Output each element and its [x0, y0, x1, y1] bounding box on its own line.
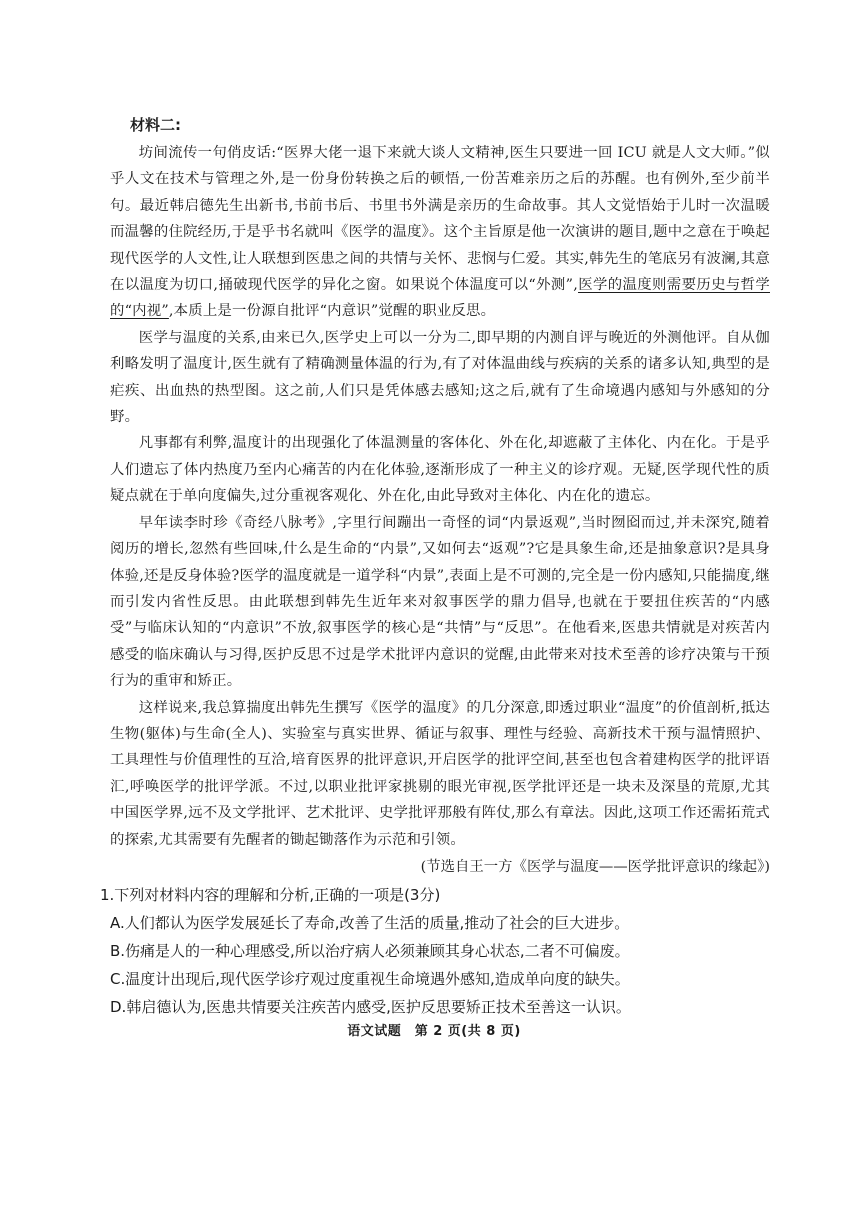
paragraph-1-text-a: 坊间流传一句俏皮话:“医界大佬一退下来就大谈人文精神,医生只要进一回 ICU 就是人文大师。”似乎人文在技术与管理之外,是一份身份转换之后的顿悟,一份苦难亲历之后的苏醒。也有例外,至少前半句。最近韩启德先生出新书,书前书后、书里书外满是亲历的生命故事。其人文觉悟始于儿时一次温暖而温馨的住院经历,于是乎书名就叫《医学的温度》。这个主旨原是他一次演讲的题目,题中之意在于唤起现代医学的人文性,让人联想到医患之间的共情与关怀、悲悯与仁爱。其实,韩先生的笔底另有波澜,其意在以温度为切口,捅破现代医学的异化之窗。如果说个体温度可以“外测”,	[110, 145, 770, 294]
paragraph-3: 凡事都有利弊,温度计的出现强化了体温测量的客体化、外在化,却遮蔽了主体化、内在化。于是乎人们遗忘了体内热度乃至内心痛苦的内在化体验,逐渐形成了一种主义的诊疗观。无疑,医学现代性的质疑点就在于单向度偏失,过分重视客观化、外在化,由此导致对主体化、内在化的遗忘。	[110, 435, 770, 505]
page-footer: 语文试题 第 2 页(共 8 页)	[347, 1024, 521, 1039]
paragraph-4: 早年读李时珍《奇经八脉考》,字里行间蹦出一奇怪的词“内景返观”,当时囫囵而过,并未深究,随着阅历的增长,忽然有些回味,什么是生命的“内景”,又如何去“返观”?它是具象生命,还是抽象意识?是具身体验,还是反身体验?医学的温度就是一道学科“内景”,表面上是不可测的,完全是一份内感知,只能揣度,继而引发内省性反思。由此联想到韩先生近年来对叙事医学的鼎力倡导,也就在于要扭住疾苦的“内感受”与临床认知的“内意识”不放,叙事医学的核心是“共情”与“反思”。在他看来,医患共情就是对疾苦内感受的临床确认与习得,医护反思不过是学术批评内意识的觉醒,由此带来对技术至善的诊疗决策与干预行为的重审和矫正。	[110, 514, 770, 690]
source-citation: (节选自王一方《医学与温度——医学批评意识的缘起》)	[420, 858, 770, 875]
question-option-d: D.韩启德认为,医患共情要关注疾苦内感受,医护反思要矫正技术至善这一认识。	[110, 997, 631, 1016]
question-option-c: C.温度计出现后,现代医学诊疗观过度重视生命境遇外感知,造成单向度的缺失。	[110, 969, 630, 988]
paragraph-2: 医学与温度的关系,由来已久,医学史上可以一分为二,即早期的内测自评与晚近的外测他评。自从伽利略发明了温度计,医生就有了精确测量体温的行为,有了对体温曲线与疾病的关系的诸多认知,典型的是疟疾、出血热的热型图。这之前,人们只是凭体感去感知;这之后,就有了生命境遇内感知与外感知的分野。	[110, 329, 770, 426]
paragraph-1-underlined-sentence: 医学的温度则需要历史与哲学的“内视”	[110, 277, 770, 320]
question-stem: 1.下列对材料内容的理解和分析,正确的一项是(3分)	[100, 885, 441, 904]
question-option-b: B.伤痛是人的一种心理感受,所以治疗病人必须兼顾其身心状态,二者不可偏废。	[110, 941, 630, 960]
paragraph-1	[110, 140, 770, 325]
paragraph-1-text-b: ,本质上是一份源自批评“内意识”觉醒的职业反思。	[168, 303, 496, 320]
question-option-a: A.人们都认为医学发展延长了寿命,改善了生活的质量,推动了社会的巨大进步。	[110, 913, 630, 932]
paragraph-5: 这样说来,我总算揣度出韩先生撰写《医学的温度》的几分深意,即透过职业“温度”的价值剖析,抵达生物(躯体)与生命(全人)、实验室与真实世界、循证与叙事、理性与经验、高新技术干预与温情照护、工具理性与价值理性的互洽,培育医界的批评意识,开启医学的批评空间,甚至也包含着建构医学的批评语汇,呼唤医学的批评学派。不过,以职业批评家挑剔的眼光审视,医学批评还是一块未及深垦的荒原,尤其中国医学界,远不及文学批评、艺术批评、史学批评那般有阵仗,那么有章法。因此,这项工作还需拓荒式的探索,尤其需要有先醒者的锄起锄落作为示范和引领。	[110, 699, 770, 848]
material-title: 材料二:	[130, 116, 181, 134]
exam-page	[100, 110, 770, 1021]
